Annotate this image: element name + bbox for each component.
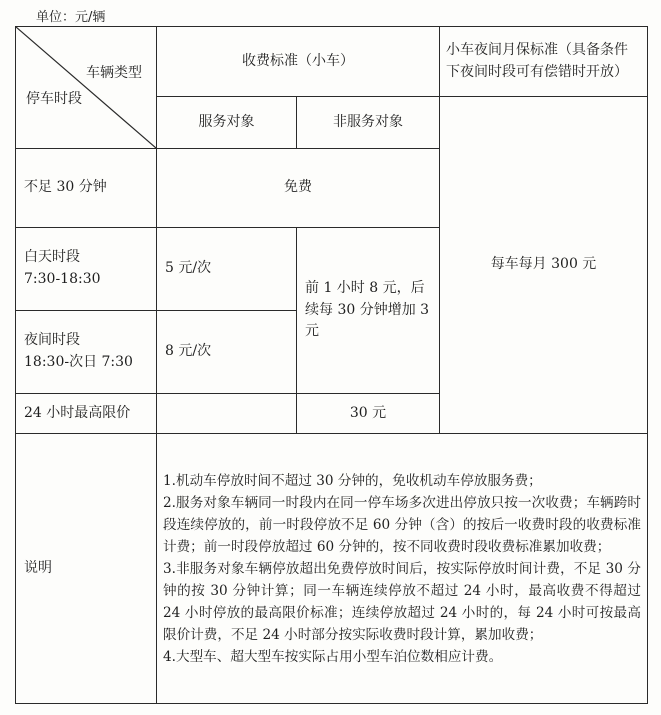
parking-period-header: 停车时段 (26, 91, 82, 107)
day-period-time: 7:30-18:30 (24, 271, 101, 287)
note-item: 3.非服务对象车辆停放超出免费停放时间后，按实际停放时间计费，不足 30 分钟的按 30 分钟计算；同一车辆连续停放不超过 24 小时，最高收费不得超过 24 小时停放的最高限价标准；连续停放超过 24 小时的，每 24 小时可按最高限价计费，不足 24 小时部分按实际收费时段计算，累加收费； (163, 560, 641, 643)
diagonal-header-cell (16, 27, 157, 149)
max24-non-service-fee: 30 元 (297, 394, 440, 434)
monthly-fee-cell: 每车每月 300 元 (440, 97, 648, 434)
max24-label: 24 小时最高限价 (16, 394, 157, 434)
fee-standard-header: 收费标准（小车） (157, 27, 440, 97)
night-monthly-header: 小车夜间月保标准（具备条件下夜间时段可有偿错时开放） (440, 27, 648, 97)
diagonal-line (16, 27, 156, 148)
night-service-fee: 8 元/次 (157, 311, 297, 394)
parking-fee-table (15, 26, 648, 704)
night-period-label (16, 311, 157, 394)
max24-service-cell (157, 394, 297, 434)
day-period-name: 白天时段 (24, 249, 80, 266)
day-service-fee: 5 元/次 (157, 228, 297, 311)
free-fee-cell: 免费 (157, 149, 440, 228)
night-period-time: 18:30-次日 7:30 (24, 354, 133, 370)
note-item: 4.大型车、超大型车按实际占用小型车泊位数相应计费。 (163, 648, 503, 665)
note-item: 2.服务对象车辆同一时段内在同一停车场多次进出停放只按一次收费；车辆跨时段连续停放的，前一时段停放不足 60 分钟（含）的按后一收费时段的收费标准计费；前一时段停放超过 60 分钟的，按不同收费时段收费标准累加收费； (163, 494, 641, 555)
notes-label: 说明 (16, 434, 157, 704)
note-item: 1.机动车停放时间不超过 30 分钟的，免收机动车停放服务费； (163, 472, 542, 489)
under-30-label: 不足 30 分钟 (16, 149, 157, 228)
night-period-name: 夜间时段 (24, 332, 80, 349)
vehicle-type-header: 车辆类型 (86, 65, 142, 81)
non-service-fee-cell: 前 1 小时 8 元，后续每 30 分钟增加 3 元 (297, 228, 440, 394)
notes-cell (157, 434, 648, 704)
unit-note: 单位：元/辆 (36, 10, 106, 25)
service-target-header: 服务对象 (157, 97, 297, 149)
day-period-label (16, 228, 157, 311)
non-service-target-header: 非服务对象 (297, 97, 440, 149)
